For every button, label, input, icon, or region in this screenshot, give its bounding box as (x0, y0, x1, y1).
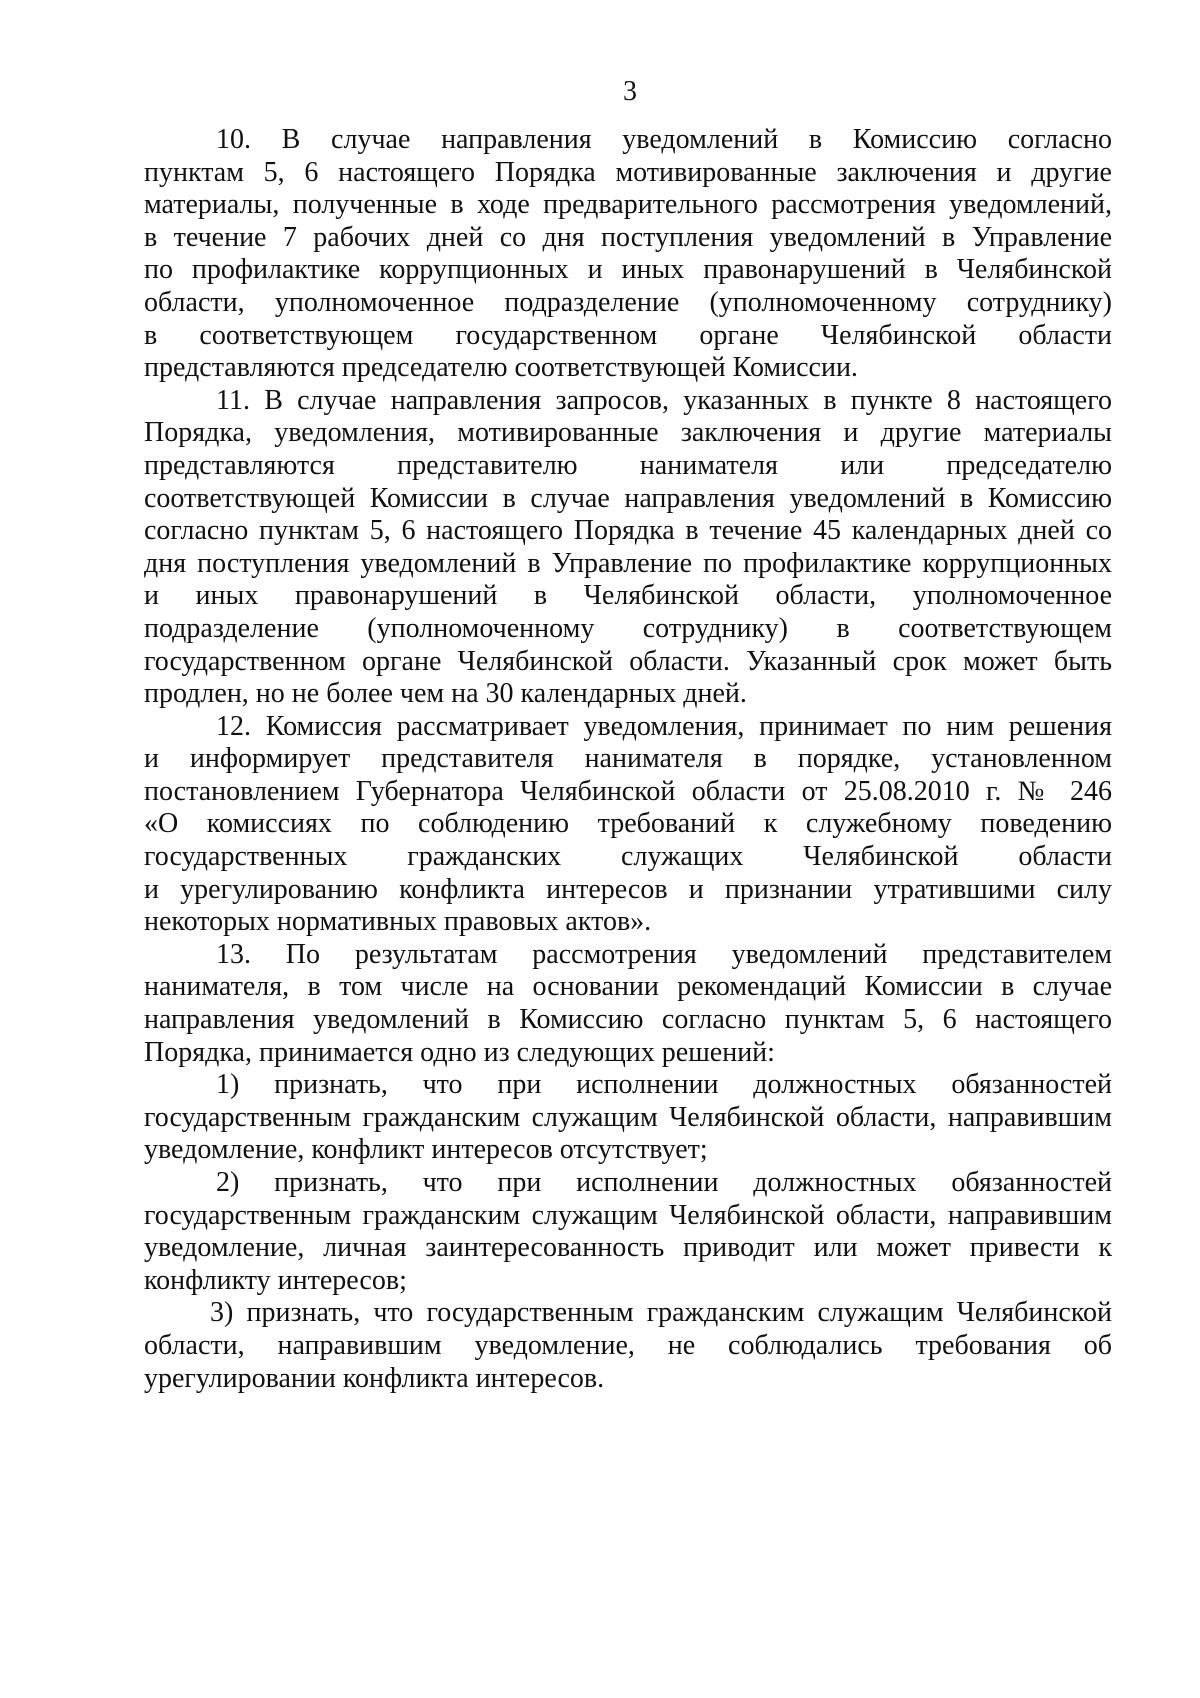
paragraph-line: соответствующей Комиссии в случае направления уведомлений в Комиссию (144, 482, 1112, 514)
paragraph-p12 (144, 711, 1112, 939)
paragraph-p13 (144, 939, 1112, 1069)
paragraph-line: 2) признать, что при исполнении должностных обязанностей (216, 1167, 1112, 1198)
paragraph-line: дня поступления уведомлений в Управление по профилактике коррупционных (144, 547, 1112, 579)
paragraph-line: 10. В случае направления уведомлений в Комиссию согласно (216, 124, 1112, 155)
paragraph-line: государственным гражданским служащим Челябинской области, направившим (144, 1199, 1112, 1231)
paragraph-line: 11. В случае направления запросов, указанных в пункте 8 настоящего (216, 384, 1112, 416)
paragraph-line: представляются представителю нанимателя или председателю (144, 449, 1112, 481)
paragraph-line: пунктам 5, 6 настоящего Порядка мотивированные заключения и другие (144, 156, 1112, 188)
paragraph-line: конфликту интересов; (144, 1264, 407, 1296)
paragraph-line: нанимателя, в том числе на основании рекомендаций Комиссии в случае (144, 971, 1112, 1003)
paragraph-p13-1 (144, 1069, 1112, 1167)
paragraph-line: согласно пунктам 5, 6 настоящего Порядка в течение 45 календарных дней со (144, 515, 1112, 547)
paragraph-line: в соответствующем государственном органе Челябинской области (144, 319, 1112, 351)
paragraph-line: уведомление, конфликт интересов отсутствует; (144, 1134, 708, 1166)
paragraph-line: государственным гражданским служащим Челябинской области, направившим (144, 1101, 1112, 1133)
paragraph-line: по профилактике коррупционных и иных правонарушений в Челябинской (144, 254, 1112, 286)
paragraph-line: 12. Комиссия рассматривает уведомления, принимает по ним решения (216, 710, 1112, 742)
paragraph-line: области, направившим уведомление, не соблюдались требования об (144, 1329, 1112, 1361)
page-number: 3 (623, 76, 637, 107)
paragraph-line: 13. По результатам рассмотрения уведомлений представителем (216, 938, 1112, 970)
document-body (144, 124, 1112, 1395)
paragraph-p13-3 (144, 1297, 1112, 1395)
paragraph-line: направления уведомлений в Комиссию согласно пунктам 5, 6 настоящего (144, 1004, 1112, 1036)
paragraph-line: и иных правонарушений в Челябинской области, уполномоченное (144, 580, 1112, 612)
paragraph-line: государственном органе Челябинской области. Указанный срок может быть (144, 645, 1112, 677)
paragraph-line: урегулировании конфликта интересов. (144, 1362, 605, 1394)
paragraph-line: и урегулированию конфликта интересов и признании утратившими силу (144, 873, 1112, 905)
paragraph-line: уведомление, личная заинтересованность приводит или может привести к (144, 1232, 1112, 1264)
paragraph-line: 1) признать, что при исполнении должностных обязанностей (216, 1069, 1112, 1101)
paragraph-line: материалы, полученные в ходе предварительного рассмотрения уведомлений, (144, 189, 1112, 221)
paragraph-line: представляются председателю соответствующей Комиссии. (144, 352, 858, 384)
paragraph-line: в течение 7 рабочих дней со дня поступления уведомлений в Управление (144, 221, 1112, 253)
paragraph-line: и информирует представителя нанимателя в порядке, установленном (144, 743, 1112, 775)
paragraph-line: продлен, но не более чем на 30 календарных дней. (144, 678, 747, 710)
paragraph-line: подразделение (уполномоченному сотруднику) в соответствующем (144, 612, 1112, 644)
paragraph-line: 3) признать, что государственным гражданским служащим Челябинской (210, 1297, 1112, 1329)
paragraph-line: «О комиссиях по соблюдению требований к служебному поведению (144, 808, 1112, 840)
paragraph-line: государственных гражданских служащих Челябинской области (144, 841, 1112, 873)
paragraph-line: постановлением Губернатора Челябинской области от 25.08.2010 г. № 246 (144, 775, 1112, 807)
paragraph-line: Порядка, принимается одно из следующих решений: (144, 1036, 775, 1068)
paragraph-p11 (144, 385, 1112, 711)
paragraph-line: области, уполномоченное подразделение (уполномоченному сотруднику) (144, 286, 1112, 318)
paragraph-p13-2 (144, 1167, 1112, 1297)
paragraph-p10 (144, 124, 1112, 385)
paragraph-line: Порядка, уведомления, мотивированные заключения и другие материалы (144, 417, 1112, 449)
paragraph-line: некоторых нормативных правовых актов». (144, 906, 652, 938)
